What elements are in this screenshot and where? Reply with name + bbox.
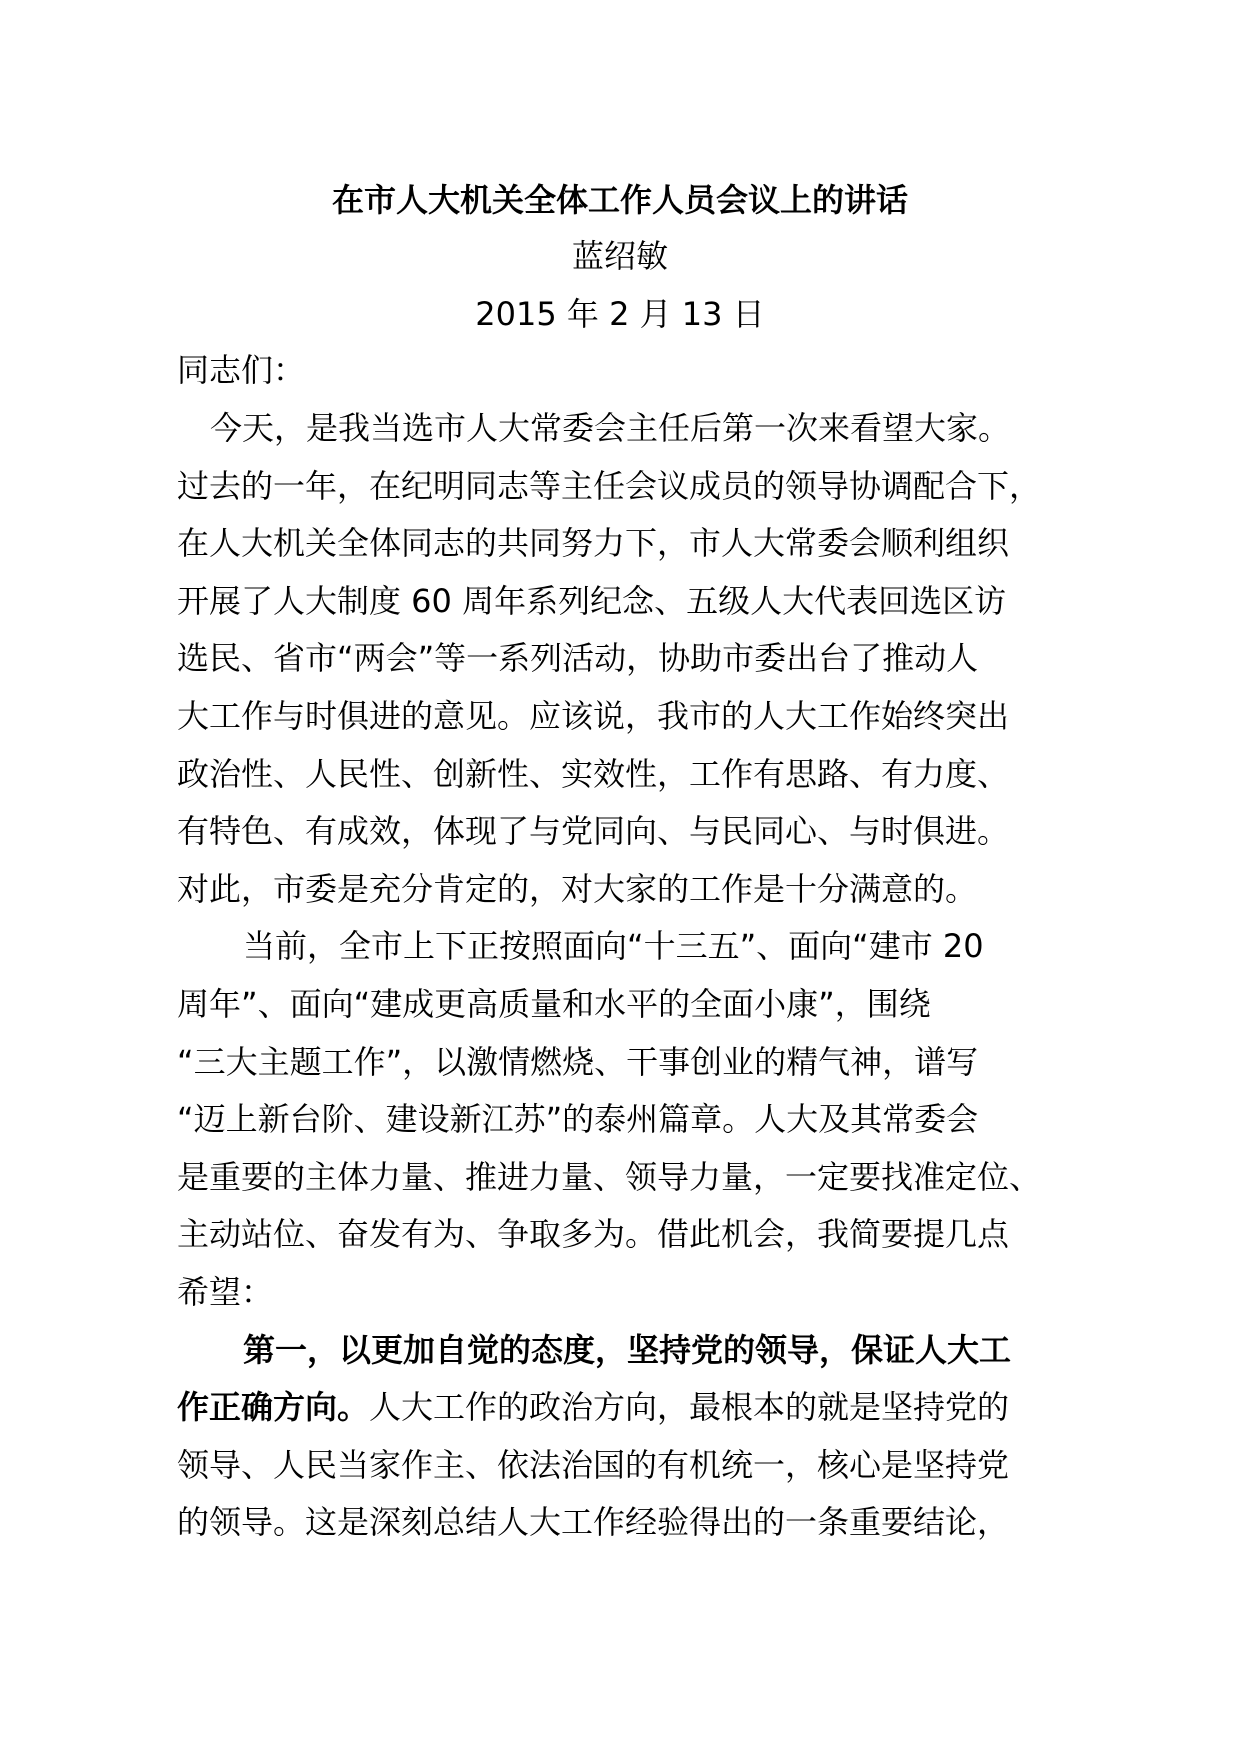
salutation: 同志们： [177, 351, 306, 389]
paragraph-1-line: 今天，是我当选市人大常委会主任后第一次来看望大家。 [210, 409, 1011, 447]
paragraph-2-line: 希望： [177, 1273, 274, 1311]
section-heading-1-continued: 作正确方向。 [177, 1388, 370, 1426]
paragraph-3-line [177, 1385, 1009, 1429]
paragraph-2-line: 周年”、面向“建成更高质量和水平的全面小康”，围绕 [177, 985, 931, 1023]
paragraph-2-line: 主动站位、奋发有为、争取多为。借此机会，我简要提几点 [177, 1215, 1010, 1253]
paragraph-1-line: 开展了人大制度 60 周年系列纪念、五级人大代表回选区访 [177, 582, 1007, 620]
paragraph-3-line: 领导、人民当家作主、依法治国的有机统一，核心是坚持党 [177, 1446, 1010, 1484]
paragraph-1-line: 大工作与时俱进的意见。应该说，我市的人大工作始终突出 [177, 697, 1010, 735]
author-name: 蓝绍敏 [571, 237, 668, 275]
paragraph-1-line: 政治性、人民性、创新性、实效性，工作有思路、有力度、 [177, 755, 1010, 793]
paragraph-3-text: 人大工作的政治方向，最根本的就是坚持党的 [369, 1388, 1010, 1426]
document-title: 在市人大机关全体工作人员会议上的讲话 [331, 181, 908, 219]
paragraph-1-line: 在人大机关全体同志的共同努力下，市人大常委会顺利组织 [177, 524, 1010, 562]
paragraph-1-line: 过去的一年，在纪明同志等主任会议成员的领导协调配合下， [177, 467, 1042, 505]
paragraph-1-line: 对此，市委是充分肯定的，对大家的工作是十分满意的。 [177, 870, 978, 908]
paragraph-2-line: “三大主题工作”，以激情燃烧、干事创业的精气神，谱写 [177, 1043, 979, 1081]
speech-date: 2015 年 2 月 13 日 [475, 295, 765, 333]
paragraph-3-line: 的领导。这是深刻总结人大工作经验得出的一条重要结论， [177, 1503, 1010, 1541]
paragraph-2-line: 是重要的主体力量、推进力量、领导力量，一定要找准定位、 [177, 1158, 1042, 1196]
paragraph-2-line: 当前，全市上下正按照面向“十三五”、面向“建市 20 [243, 927, 984, 965]
paragraph-2-line: “迈上新台阶、建设新江苏”的泰州篇章。人大及其常委会 [177, 1100, 979, 1138]
paragraph-1-line: 有特色、有成效，体现了与党同向、与民同心、与时俱进。 [177, 812, 1010, 850]
paragraph-1-line: 选民、省市“两会”等一系列活动，协助市委出台了推动人 [177, 639, 979, 677]
section-heading-1: 第一，以更加自觉的态度，坚持党的领导，保证人大工 [243, 1331, 1012, 1369]
